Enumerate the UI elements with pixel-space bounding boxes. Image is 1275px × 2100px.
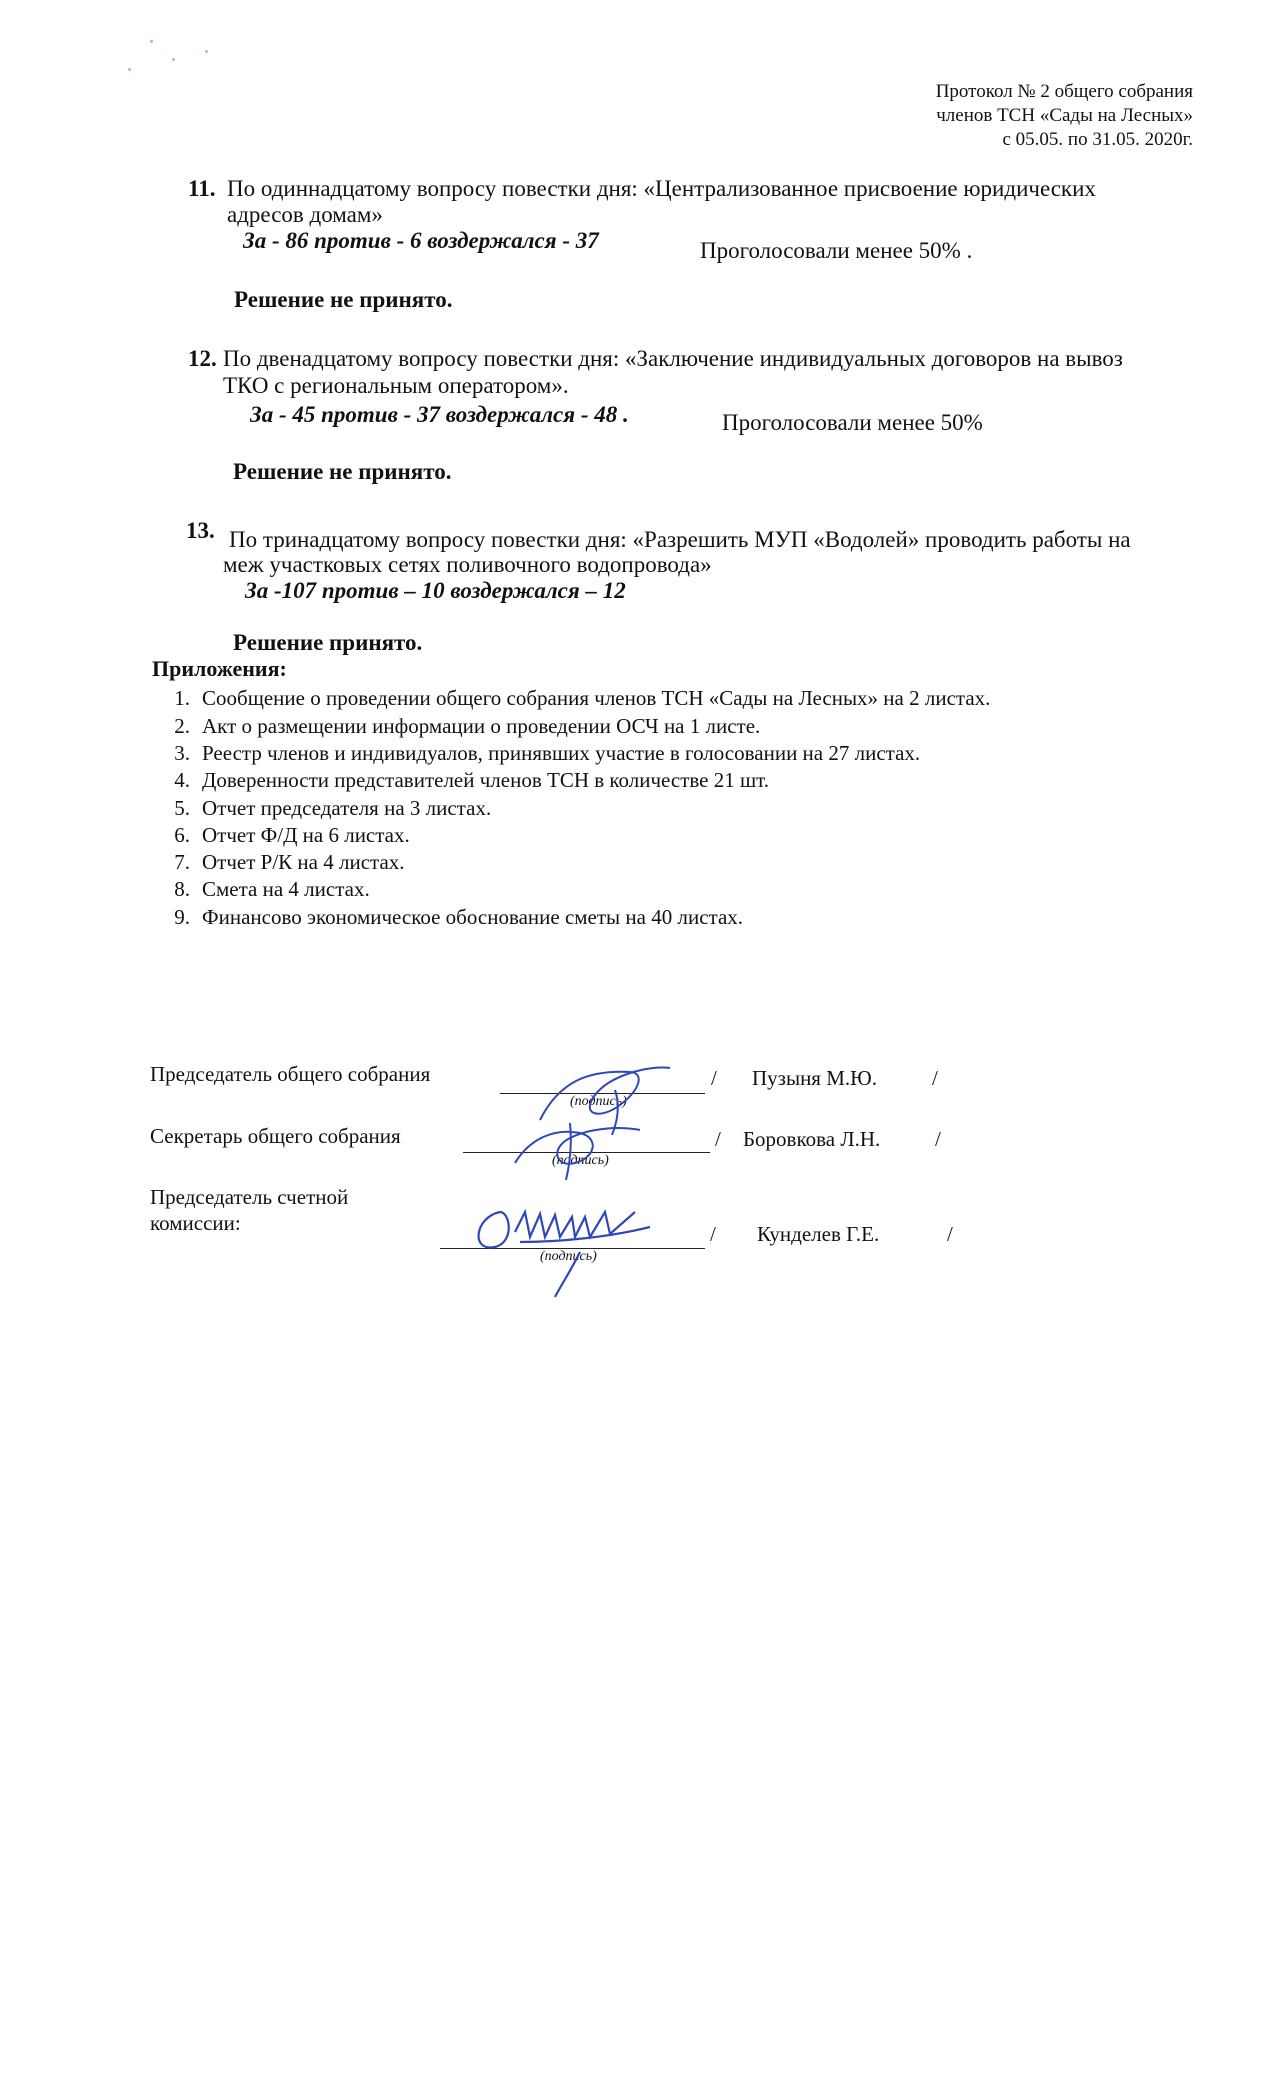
list-item [150, 714, 760, 739]
item-number: 11. [188, 176, 216, 201]
list-item [150, 686, 990, 711]
vote-note: Проголосовали менее 50% . [700, 238, 973, 263]
signature-caption: (подпись) [570, 1094, 627, 1109]
item-text-line-2: меж участковых сетях поливочного водопровода» [223, 552, 712, 577]
signatory-name: Кунделев Г.Е. [757, 1222, 880, 1246]
separator-slash: / [947, 1222, 953, 1246]
separator-slash: / [935, 1127, 941, 1151]
list-item-number: 5. [174, 796, 190, 820]
list-item [150, 768, 769, 793]
decision: Решение не принято. [234, 287, 453, 312]
decision: Решение не принято. [233, 459, 452, 484]
list-item [150, 823, 410, 848]
separator-slash: / [715, 1127, 721, 1151]
list-item [150, 905, 743, 930]
vote-note: Проголосовали менее 50% [722, 410, 983, 435]
list-item-number: 8. [174, 877, 190, 901]
list-item-text: Акт о размещении информации о проведении ОСЧ на 1 листе. [202, 714, 761, 738]
signature-image [500, 1108, 660, 1183]
list-item-text: Смета на 4 листах. [202, 877, 370, 901]
attachments-title: Приложения: [152, 656, 287, 681]
list-item [150, 877, 370, 902]
decision: Решение принято. [233, 630, 423, 655]
item-number: 12. [188, 346, 217, 371]
list-item [150, 850, 405, 875]
list-item-number: 1. [174, 686, 190, 710]
item-number: 13. [186, 518, 215, 543]
item-text-line-1: По одиннадцатому вопросу повестки дня: «Централизованное присвоение юридических [227, 176, 1096, 201]
list-item-text: Отчет председателя на 3 листах. [202, 796, 492, 820]
signatory-role: Секретарь общего собрания [150, 1124, 401, 1148]
header-line-2: членов ТСН «Сады на Лесных» [936, 105, 1193, 126]
list-item-number: 4. [174, 768, 190, 792]
list-item-text: Доверенности представителей членов ТСН в количестве 21 шт. [202, 768, 770, 792]
scan-speck [172, 58, 175, 61]
item-text-line-2: адресов домам» [227, 202, 383, 227]
signature-caption: (подпись) [540, 1249, 597, 1264]
signatory-role: Председатель счетной [150, 1185, 349, 1209]
signatory-role: Председатель общего собрания [150, 1062, 431, 1086]
separator-slash: / [710, 1222, 716, 1246]
item-text-line-2: ТКО с региональным оператором». [223, 373, 569, 398]
list-item-number: 2. [174, 714, 190, 738]
list-item [150, 796, 491, 821]
list-item-text: Отчет Р/К на 4 листах. [202, 850, 405, 874]
vote-result: За - 86 против - 6 воздержался - 37 [243, 228, 599, 253]
list-item-text: Реестр членов и индивидуалов, принявших участие в голосовании на 27 листах. [202, 741, 921, 765]
vote-result: За -107 против – 10 воздержался – 12 [245, 578, 626, 603]
document-header [936, 80, 1193, 152]
list-item-text: Финансово экономическое обоснование сметы на 40 листах. [202, 905, 744, 929]
list-item-text: Сообщение о проведении общего собрания членов ТСН «Сады на Лесных» на 2 листах. [202, 686, 991, 710]
list-item-number: 7. [174, 850, 190, 874]
item-text-line-1: По двенадцатому вопросу повестки дня: «Заключение индивидуальных договоров на вывоз [223, 346, 1123, 371]
list-item-number: 9. [174, 905, 190, 929]
signatory-name: Пузыня М.Ю. [752, 1066, 877, 1090]
header-line-3: с 05.05. по 31.05. 2020г. [1002, 129, 1193, 150]
header-line-1: Протокол № 2 общего собрания [935, 81, 1193, 102]
item-text-line-1: По тринадцатому вопросу повестки дня: «Разрешить МУП «Водолей» проводить работы на [229, 527, 1131, 552]
scan-speck [150, 40, 153, 43]
signature-image [460, 1182, 690, 1302]
separator-slash: / [932, 1066, 938, 1090]
scan-speck [128, 68, 131, 71]
list-item-text: Отчет Ф/Д на 6 листах. [202, 823, 410, 847]
signatory-name: Боровкова Л.Н. [743, 1127, 881, 1151]
vote-result: За - 45 против - 37 воздержался - 48 . [250, 402, 629, 427]
list-item-number: 3. [174, 741, 190, 765]
scan-speck [205, 50, 208, 53]
signature-caption: (подпись) [552, 1153, 609, 1168]
list-item-number: 6. [174, 823, 190, 847]
signatory-role-line-2: комиссии: [150, 1211, 241, 1235]
separator-slash: / [711, 1066, 717, 1090]
list-item [150, 741, 920, 766]
blank-area [0, 1735, 1275, 2100]
